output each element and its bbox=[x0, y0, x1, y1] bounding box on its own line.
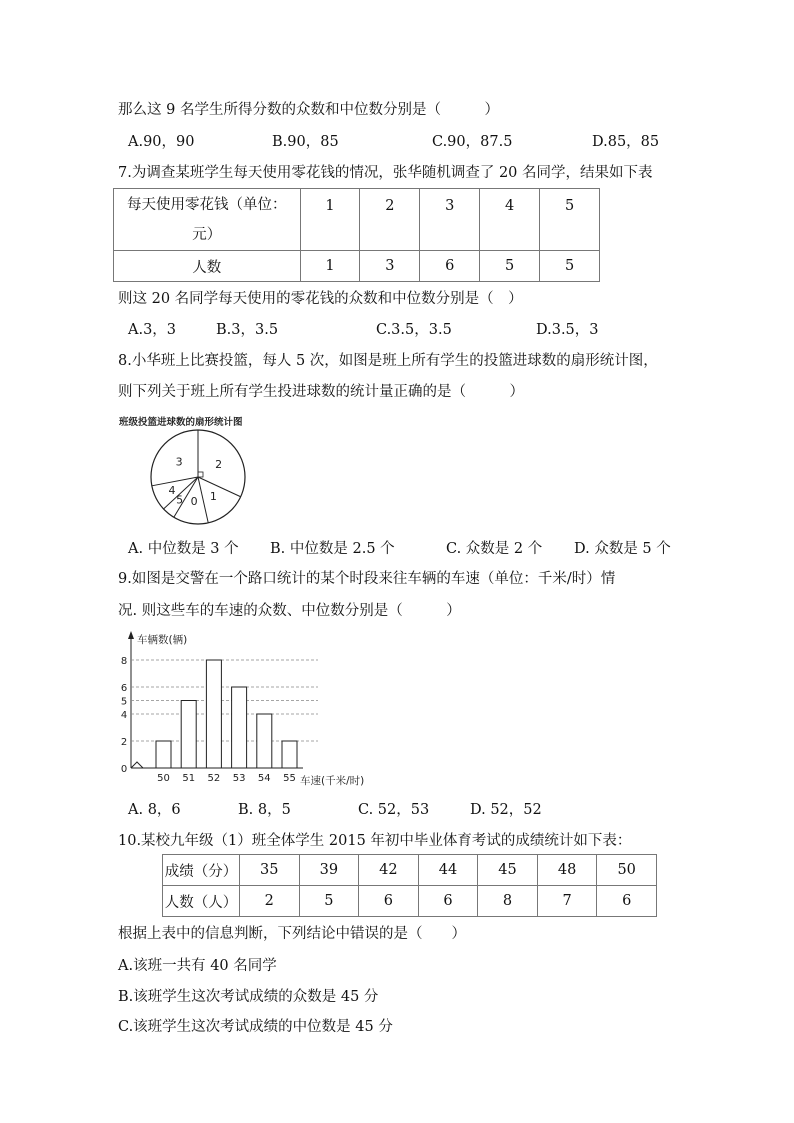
q9-option-c: C. 52，53 bbox=[358, 802, 430, 818]
q7-question: 则这 20 名同学每天使用的零花钱的众数和中位数分别是（ ） bbox=[118, 291, 523, 307]
q9-option-a: A. 8，6 bbox=[128, 802, 181, 818]
q7-header-cell: 1 bbox=[300, 189, 360, 251]
axis-break bbox=[131, 762, 143, 768]
y-axis-arrow bbox=[128, 631, 134, 639]
y-axis-label: 车辆数(辆) bbox=[137, 634, 188, 646]
q7-option-b: B.3，3.5 bbox=[216, 322, 279, 338]
q10-row-cell: 7 bbox=[537, 886, 597, 917]
q8-stem-line2: 则下列关于班上所有学生投进球数的统计量正确的是（ ） bbox=[118, 384, 524, 400]
q10-header-cell: 48 bbox=[537, 855, 597, 886]
right-angle-marker bbox=[198, 472, 203, 477]
q7-option-c: C.3.5，3.5 bbox=[376, 322, 452, 338]
q7-option-d: D.3.5，3 bbox=[536, 322, 599, 338]
q10-header-cell: 44 bbox=[418, 855, 478, 886]
pie-label-3: 3 bbox=[175, 455, 183, 469]
q10-option-a: A.该班一共有 40 名同学 bbox=[118, 958, 277, 974]
q9-option-b: B. 8，5 bbox=[238, 802, 291, 818]
pie-label-4: 4 bbox=[168, 484, 176, 498]
q7-header-label-line1: 每天使用零花钱（单位： bbox=[127, 196, 287, 213]
y-tick-label: 2 bbox=[120, 737, 128, 748]
q10-row-cell: 6 bbox=[359, 886, 419, 917]
q10-header-cell: 35 bbox=[240, 855, 300, 886]
q10-header-cell: 50 bbox=[597, 855, 657, 886]
q7-row-cell: 1 bbox=[300, 251, 360, 282]
bar-55 bbox=[282, 741, 297, 768]
q6-option-c: C.90，87.5 bbox=[432, 134, 513, 150]
bar-53 bbox=[232, 687, 247, 768]
q8-option-c: C. 众数是 2 个 bbox=[446, 541, 543, 557]
q10-row-cell: 6 bbox=[418, 886, 478, 917]
q10-row-cell: 6 bbox=[597, 886, 657, 917]
y-tick-label: 5 bbox=[120, 696, 128, 708]
q7-header-cell: 5 bbox=[540, 189, 600, 251]
q7-row-cell: 6 bbox=[420, 251, 480, 282]
q10-question: 根据上表中的信息判断，下列结论中错误的是（ ） bbox=[118, 926, 466, 942]
q9-stem-line1: 9.如图是交警在一个路口统计的某个时段来往车辆的车速（单位：千米/时）情 bbox=[118, 571, 616, 587]
q10-row-cell: 2 bbox=[240, 886, 300, 917]
pie-slice-1 bbox=[198, 477, 241, 497]
q7-header-label bbox=[114, 189, 301, 251]
q10-header-label: 成绩（分） bbox=[163, 855, 240, 886]
q8-option-a: A. 中位数是 3 个 bbox=[128, 541, 239, 557]
q9-stem-line2: 况. 则这些车的车速的众数、中位数分别是（ ） bbox=[118, 603, 461, 619]
q10-row-cell: 8 bbox=[478, 886, 538, 917]
q7-row-label: 人数 bbox=[114, 251, 301, 282]
bar-52 bbox=[206, 660, 221, 768]
pie-slice-0 bbox=[198, 477, 208, 523]
x-tick-label: 55 bbox=[283, 773, 296, 784]
pie-title: 班级投篮进球数的扇形统计图 bbox=[119, 417, 243, 428]
q7-header-label-line2: 元） bbox=[192, 226, 222, 243]
bar-54 bbox=[257, 714, 272, 768]
q8-option-b: B. 中位数是 2.5 个 bbox=[270, 541, 395, 557]
q10-header-cell: 39 bbox=[299, 855, 359, 886]
x-tick-label: 51 bbox=[182, 773, 196, 784]
q10-header-cell: 45 bbox=[478, 855, 538, 886]
x-tick-label: 53 bbox=[232, 773, 246, 784]
q10-row-label: 人数（人） bbox=[163, 886, 240, 917]
q7-row-cell: 5 bbox=[540, 251, 600, 282]
q6-stem: 那么这 9 名学生所得分数的众数和中位数分别是（ ） bbox=[118, 102, 499, 118]
x-tick-label: 54 bbox=[257, 773, 271, 784]
q10-option-c: C.该班学生这次考试成绩的中位数是 45 分 bbox=[118, 1019, 393, 1035]
bar-51 bbox=[181, 701, 196, 769]
y-tick-label: 6 bbox=[120, 683, 128, 694]
q7-header-cell: 3 bbox=[420, 189, 480, 251]
q10-header-cell: 42 bbox=[359, 855, 419, 886]
q7-header-cell: 4 bbox=[480, 189, 540, 251]
q10-row-cell: 5 bbox=[299, 886, 359, 917]
q7-option-a: A.3，3 bbox=[128, 322, 177, 338]
q6-option-d: D.85，85 bbox=[592, 134, 660, 150]
q10-stem: 10.某校九年级（1）班全体学生 2015 年初中毕业体育考试的成绩统计如下表： bbox=[118, 833, 632, 849]
y-tick-label: 0 bbox=[120, 764, 128, 775]
q6-option-b: B.90，85 bbox=[272, 134, 339, 150]
pie-label-2: 2 bbox=[215, 457, 223, 471]
q7-stem: 7.为调查某班学生每天使用零花钱的情况，张华随机调查了 20 名同学，结果如下表 bbox=[118, 165, 653, 181]
pie-label-0: 0 bbox=[190, 495, 198, 509]
x-tick-label: 52 bbox=[207, 773, 221, 784]
pie-label-1: 1 bbox=[209, 490, 217, 504]
y-tick-label: 4 bbox=[120, 710, 128, 721]
pie-label-5: 5 bbox=[176, 493, 184, 507]
q7-row-cell: 5 bbox=[480, 251, 540, 282]
q10-table bbox=[162, 854, 657, 917]
q7-header-cell: 2 bbox=[360, 189, 420, 251]
bar-chart bbox=[118, 628, 376, 790]
q6-option-a: A.90，90 bbox=[128, 134, 195, 150]
x-axis-label: 车速(千米/时) bbox=[300, 775, 365, 787]
q7-row-cell: 3 bbox=[360, 251, 420, 282]
pie-chart bbox=[118, 410, 268, 528]
x-tick-label: 50 bbox=[157, 773, 170, 784]
bar-50 bbox=[156, 741, 171, 768]
q7-table bbox=[113, 188, 600, 282]
y-tick-label: 8 bbox=[120, 656, 128, 667]
q8-option-d: D. 众数是 5 个 bbox=[574, 541, 671, 557]
q9-option-d: D. 52，52 bbox=[470, 802, 542, 818]
q8-stem-line1: 8.小华班上比赛投篮，每人 5 次，如图是班上所有学生的投篮进球数的扇形统计图， bbox=[118, 353, 658, 369]
q10-option-b: B.该班学生这次考试成绩的众数是 45 分 bbox=[118, 989, 379, 1005]
